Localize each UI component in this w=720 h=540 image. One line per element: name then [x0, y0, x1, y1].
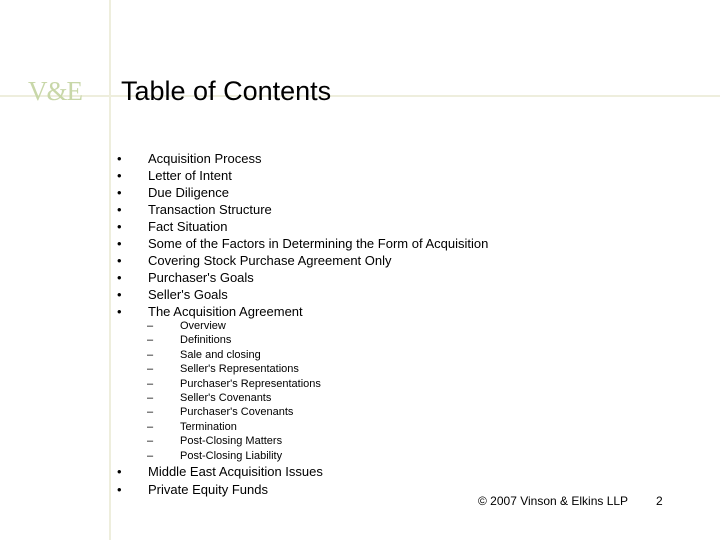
toc-item-label: Middle East Acquisition Issues	[148, 464, 323, 479]
dash-marker: –	[147, 377, 154, 390]
bullet-marker: •	[117, 287, 122, 302]
toc-item-label: Purchaser's Goals	[148, 270, 254, 285]
toc-subitem-label: Purchaser's Covenants	[180, 406, 294, 419]
toc-item-label: Letter of Intent	[148, 168, 232, 183]
dash-marker: –	[147, 348, 154, 361]
toc-item-label: Transaction Structure	[148, 202, 272, 217]
toc-subitem-label: Purchaser's Representations	[180, 377, 321, 390]
toc-item-label: Acquisition Process	[148, 151, 262, 166]
bullet-marker: •	[117, 219, 122, 234]
toc-subitem-label: Overview	[180, 320, 226, 332]
toc-item-label: Fact Situation	[148, 219, 228, 234]
toc-item-label: Private Equity Funds	[148, 482, 268, 497]
dash-marker: –	[147, 392, 154, 404]
toc-item-label: The Acquisition Agreement	[148, 304, 303, 319]
dash-marker: –	[147, 363, 154, 376]
dash-marker: –	[147, 334, 154, 347]
bullet-marker: •	[117, 464, 122, 479]
dash-marker: –	[147, 420, 154, 433]
toc-subitem-label: Definitions	[180, 334, 232, 347]
bullet-marker: •	[117, 168, 122, 183]
dash-marker: –	[147, 449, 154, 462]
toc-subitem-label: Post-Closing Matters	[180, 435, 283, 448]
bullet-marker: •	[117, 482, 122, 497]
bullet-marker: •	[117, 253, 122, 268]
bullet-marker: •	[117, 202, 122, 217]
dash-marker: –	[147, 435, 154, 448]
page-number: 2	[656, 494, 663, 508]
bullet-marker: •	[117, 151, 122, 166]
toc-item-label: Due Diligence	[148, 185, 229, 200]
dash-marker: –	[147, 406, 154, 419]
toc-subitem-label: Seller's Covenants	[180, 392, 272, 404]
toc-subitem-label: Termination	[180, 420, 237, 433]
toc-subitem-label: Post-Closing Liability	[180, 449, 283, 462]
page-title: Table of Contents	[121, 76, 332, 106]
footer-copyright: © 2007 Vinson & Elkins LLP	[478, 494, 629, 508]
toc-item-label: Covering Stock Purchase Agreement Only	[148, 253, 392, 268]
bullet-marker: •	[117, 185, 122, 200]
ve-logo: V&E	[28, 76, 82, 106]
bullet-marker: •	[117, 236, 122, 251]
dash-marker: –	[147, 320, 154, 332]
toc-subitem-label: Sale and closing	[180, 348, 261, 361]
bullet-marker: •	[117, 304, 122, 319]
toc-item-label: Some of the Factors in Determining the Form of Acquisition	[148, 236, 489, 251]
toc-subitem-label: Seller's Representations	[180, 363, 299, 376]
toc-item-label: Seller's Goals	[148, 287, 228, 302]
bullet-marker: •	[117, 270, 122, 285]
